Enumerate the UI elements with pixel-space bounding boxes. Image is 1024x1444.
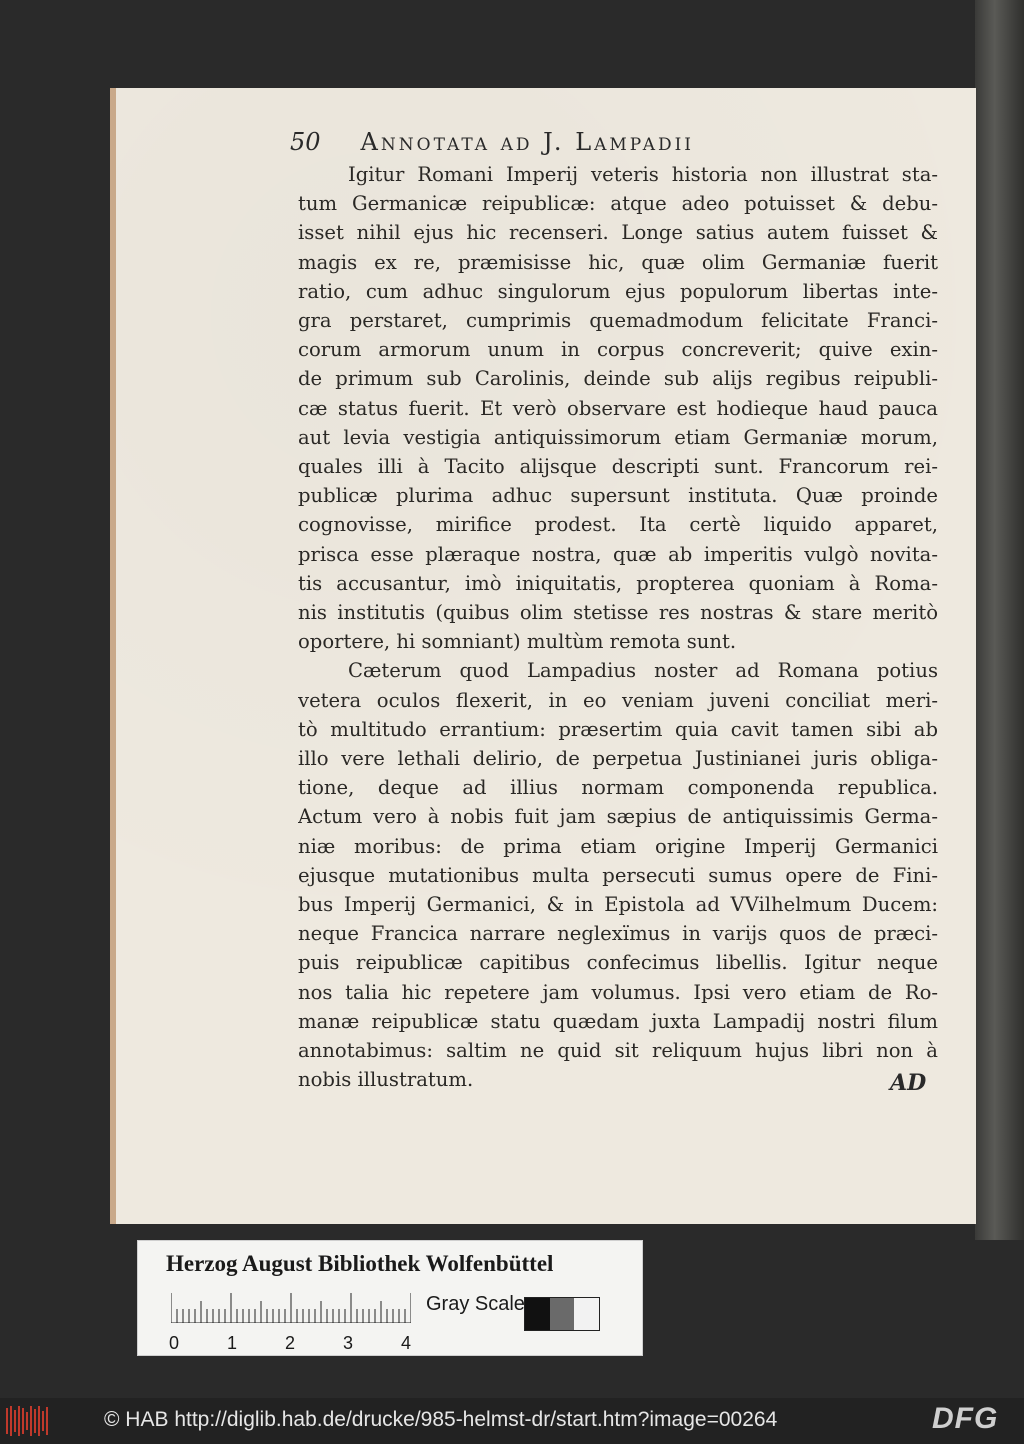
text-line: tione, deque ad illius normam componenda republica. (298, 776, 938, 800)
ruler-number: 1 (227, 1333, 238, 1353)
ruler-number: 0 (169, 1333, 180, 1353)
dfg-logo: DFG (932, 1402, 999, 1435)
text-line: vetera oculos flexerit, in eo veniam juveni conciliat meri- (298, 688, 938, 712)
footer-bar (0, 1398, 1024, 1444)
text-line: manæ reipublicæ statu quædam juxta Lampadij nostri filum (298, 1009, 938, 1033)
text-line: bus Imperij Germanici, & in Epistola ad VVilhelmum Ducem: (298, 893, 938, 917)
gray-scale-label: Gray Scale (426, 1293, 525, 1315)
text-line: cæ status fuerit. Et verò observare est hodieque haud pauca (298, 396, 938, 420)
text-line: magis ex re, præmisisse hic, quæ olim Germaniæ fuerit (298, 250, 938, 274)
page-number: 50 (290, 128, 321, 156)
text-line: illo vere lethali delirio, de perpetua Justinianei juris obliga- (298, 747, 938, 771)
page-header (290, 128, 850, 162)
text-line: tum Germanicæ reipublicæ: atque adeo potuisset & debu- (298, 192, 938, 216)
text-line: oportere, hi somniant) multùm remota sunt. (298, 630, 737, 654)
text-line: corum armorum unum in corpus concreverit; quive exin- (298, 338, 938, 362)
text-line: nos talia hic repetere jam volumus. Ipsi vero etiam de Ro- (298, 980, 938, 1004)
text-line: publicæ plurima adhuc supersunt instituta. Quæ proinde (298, 484, 938, 508)
catchword: AD (890, 1070, 927, 1096)
text-line: Actum vero à nobis fuit jam sæpius de antiquissimis Germa- (298, 805, 938, 829)
text-line: niæ moribus: de prima etiam origine Imperij Germanici (298, 834, 938, 858)
copyright-link[interactable]: © HAB http://diglib.hab.de/drucke/985-helmst-dr/start.htm?image=00264 (104, 1408, 778, 1431)
text-line: tis accusantur, imò iniquitatis, propterea quoniam à Roma- (298, 571, 938, 595)
text-line: cognovisse, mirifice prodest. Ita certè liquido apparet, (298, 513, 938, 537)
adjacent-page-edge (975, 0, 1024, 1240)
text-line: aut levia vestigia antiquissimorum etiam Germaniæ morum, (298, 425, 938, 449)
ruler-icon (171, 1293, 411, 1323)
text-line: annotabimus: saltim ne quid sit reliquum hujus libri non à (298, 1039, 938, 1063)
text-line: nobis illustratum. (298, 1068, 474, 1092)
text-line: nis institutis (quibus olim stetisse res nostras & stare meritò (298, 601, 938, 625)
text-line: Igitur Romani Imperij veteris historia non illustrat sta- (348, 163, 938, 186)
text-line: gra perstaret, cumprimis quemadmodum felicitate Franci- (298, 309, 938, 333)
swatch-black (525, 1298, 550, 1330)
text-line: isset nihil ejus hic recenseri. Longe satius autem fuisset & (298, 221, 938, 245)
ruler-number: 2 (285, 1333, 296, 1353)
text-line: Cæterum quod Lampadius noster ad Romana potius (348, 659, 938, 683)
text-line: puis reipublicæ capitibus confecimus libellis. Igitur neque (298, 951, 938, 975)
color-scale-card (137, 1240, 643, 1356)
running-head: Annotata ad J. Lampadii (360, 128, 695, 156)
text-line: prisca esse plæraque nostra, quæ ab imperitis vulgò novita- (298, 542, 938, 566)
gray-swatches (524, 1297, 600, 1331)
ruler-number: 3 (343, 1333, 354, 1353)
ruler-number: 4 (401, 1333, 412, 1353)
text-line: ratio, cum adhuc singulorum ejus populorum libertas inte- (298, 279, 938, 303)
text-line: quales illi à Tacito alijsque descripti sunt. Francorum rei- (298, 455, 938, 479)
body-text (298, 160, 938, 1095)
hab-barcode-logo-icon (6, 1406, 48, 1436)
ruler-numbers (163, 1333, 423, 1353)
library-name: Herzog August Bibliothek Wolfenbüttel (166, 1251, 554, 1276)
text-line: de primum sub Carolinis, deinde sub alijs regibus reipubli- (298, 367, 938, 391)
text-line: tò multitudo errantium: præsertim quia cavit tamen sibi ab (298, 717, 938, 741)
text-line: ejusque mutationibus multa persecuti sumus opere de Fini- (298, 863, 938, 887)
swatch-white (574, 1298, 599, 1330)
text-line: neque Francica narrare neglexïmus in varijs quos de præci- (298, 922, 938, 946)
swatch-gray (550, 1298, 575, 1330)
